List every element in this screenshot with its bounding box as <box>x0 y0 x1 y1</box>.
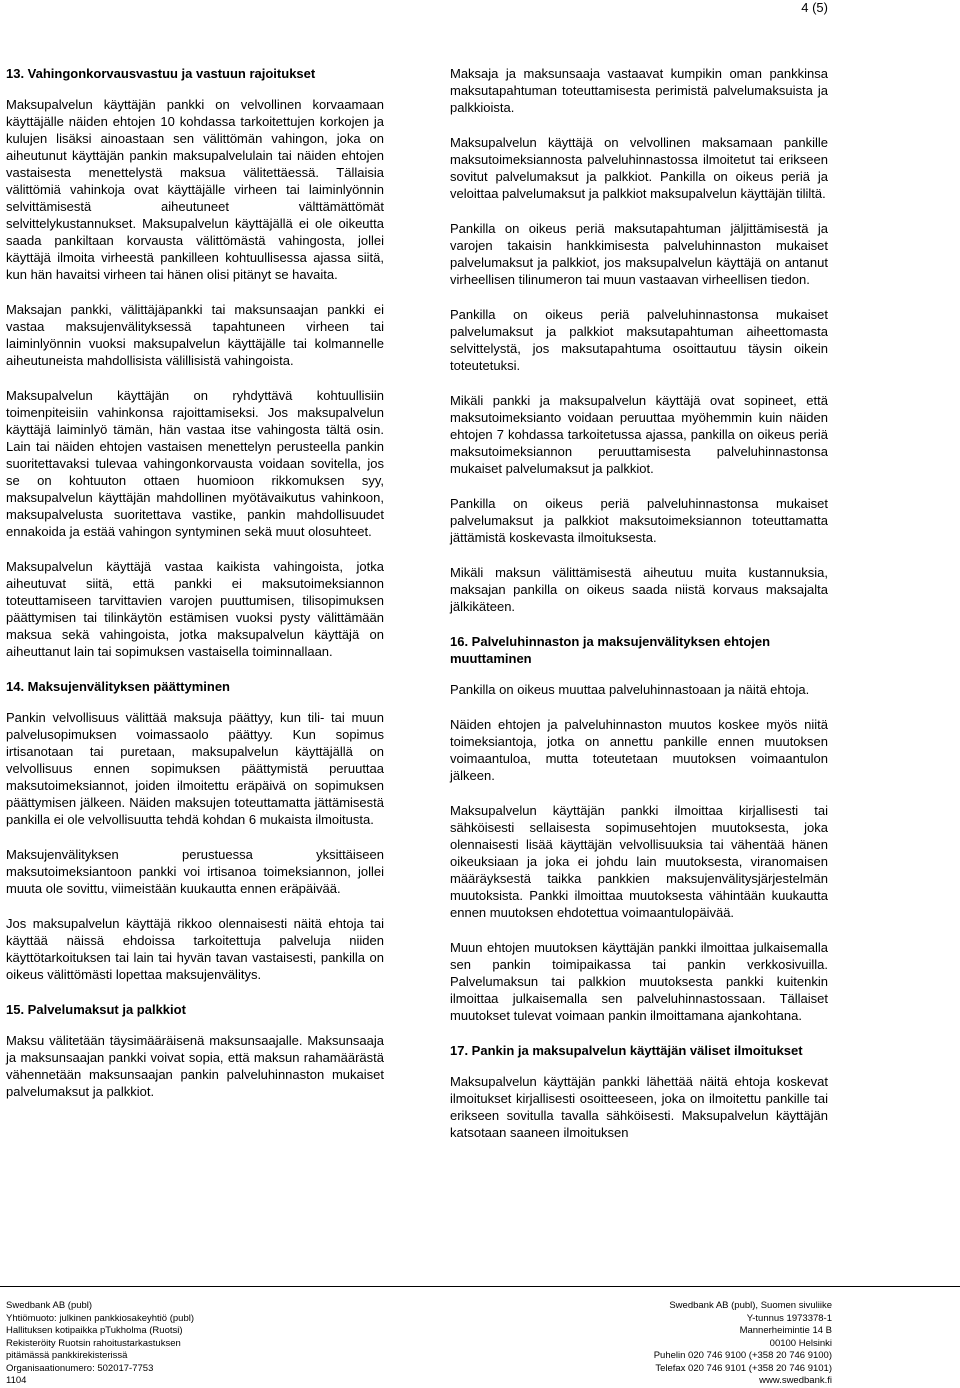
footer-left-block <box>6 1300 194 1388</box>
footer-right-line: Swedbank AB (publ), Suomen sivuliike <box>669 1300 832 1311</box>
right-paragraph: Pankilla on oikeus muuttaa palveluhinnastoaan ja näitä ehtoja. <box>450 682 810 697</box>
right-paragraph: Muun ehtojen muutoksen käyttäjän pankki ilmoittaa julkaisemalla sen pankin toimipaikassa tai pankin verkkosivuilla. Palvelumaksun tai palkkion muutoksesta pankki kuitenkin ilmoittaa julkaisemalla sen palveluhinnastossaan. Tällaiset muutokset tulevat voimaan pankin ilmoittamana ajankohtana. <box>450 940 828 1023</box>
left-paragraph: Jos maksupalvelun käyttäjä rikkoo olennaisesti näitä ehtoja tai käyttää näissä ehdoissa tarkoitettuja palveluja niiden käyttötarkoituksen tai lain tai hyvän tavan vastaisesti, pankilla on oikeus välittömästi lopettaa maksujenvälitys. <box>6 916 384 982</box>
left-paragraph: Maksupalvelun käyttäjän pankki on velvollinen korvaamaan käyttäjälle näiden ehtojen 10 kohdassa tarkoitettujen korkojen ja kulujen lisäksi ainoastaan sen välittömän vahingon, joka on aiheutunut käyttäjän pankin maksupalvelulain tai näiden ehtojen vastaisesta menettelystä maksua välitettäessä. Tällaisia välittömiä vahinkoja ovat käyttäjälle virheen tai laiminlyönnin selvittämisestä aiheutuneet välttämättömät selvittelykustannukset. Maksupalvelun käyttäjällä ei ole oikeutta saada pankiltaan korvausta välittömästä vahingosta, jollei käyttäjä ilmoita virheestä pankilleen kohtuullisessa ajassa siitä, kun hän havaitsi virheen tai hänen olisi pitänyt se havaita. <box>6 97 384 282</box>
footer-right-line: Y-tunnus 1973378-1 <box>746 1312 832 1324</box>
left-heading: 13. Vahingonkorvausvastuu ja vastuun rajoitukset <box>6 66 316 81</box>
right-heading: 17. Pankin ja maksupalvelun käyttäjän väliset ilmoitukset <box>450 1043 803 1058</box>
left-paragraph: Maksupalvelun käyttäjä vastaa kaikista vahingoista, jotka aiheutuvat siitä, että pankki ei maksutoimeksiannon toteuttamiseen tarvittavien varojen puuttumisen, tilisopimuksen päättymisen tai tilinkäytön estämisen vuoksi pysty välittämään maksua sekä vahingoista, jotka maksupalvelun käyttäjä on aiheuttanut lain tai sopimuksen vastaisella toiminnallaan. <box>6 559 384 659</box>
left-heading: 14. Maksujenvälityksen päättyminen <box>6 679 230 694</box>
right-paragraph: Maksaja ja maksunsaaja vastaavat kumpikin oman pankkinsa maksutapahtuman toteuttamisesta perimistä palvelumaksuista ja palkkioista. <box>450 66 828 115</box>
footer-left-line: Swedbank AB (publ) <box>6 1300 93 1311</box>
footer-right-line: www.swedbank.fi <box>759 1375 832 1386</box>
right-paragraph: Pankilla on oikeus periä maksutapahtuman jäljittämisestä ja varojen takaisin hankkimisesta palveluhinnaston mukaiset palvelumaksut ja palkkiot, jos maksupalvelun käyttäjä on antanut virheellisen tilinumeron tai muun vastaavan virheellisen tiedon. <box>450 221 828 287</box>
footer-right-block <box>654 1300 832 1388</box>
footer-left-line: Rekisteröity Ruotsin rahoitustarkastuksen <box>6 1337 181 1349</box>
left-paragraph: Pankin velvollisuus välittää maksuja päättyy, kun tili- tai muun palvelusopimuksen voimassaolo päättyy. Kun sopimus irtisanotaan tai puretaan, maksupalvelun käyttäjällä on velvollisuus ennen sopimuksen päättymistä peruuttaa maksutoimeksiannot, joiden ilmoitettu eräpäivä on sopimuksen päättymisen jälkeen. Näiden maksujen toteuttamatta jättämisestä pankilla ei ole velvollisuutta tehdä kohdan 6 mukaista ilmoitusta. <box>6 710 384 827</box>
left-column <box>6 65 384 1118</box>
footer-right-line: Mannerheimintie 14 B <box>739 1325 832 1336</box>
left-paragraph: Maksu välitetään täysimääräisenä maksunsaajalle. Maksunsaaja ja maksunsaajan pankki voivat sopia, että maksun rahamäärästä vähennetään maksunsaajan pankin palveluhinnaston mukaiset palvelumaksut ja palkkiot. <box>6 1033 384 1099</box>
page-number: 4 (5) <box>801 0 828 15</box>
right-paragraph: Maksupalvelun käyttäjä on velvollinen maksamaan pankille maksutoimeksiannosta palveluhinnastossa ilmoitetut tai erikseen sovitut palvelumaksut ja palkkiot. Pankilla on oikeus periä ja veloittaa palvelumaksut ja palkkiot maksupalvelun käyttäjän tililtä. <box>450 135 828 201</box>
footer-right-line: 00100 Helsinki <box>769 1337 832 1349</box>
footer-left-line: Organisaationumero: 502017-7753 <box>6 1362 154 1374</box>
right-paragraph: Näiden ehtojen ja palveluhinnaston muutos koskee myös niitä toimeksiantoja, jotka on annettu pankille ennen muutoksen voimaantuloa, mutta toteutetaan muutoksen voimaantulon jälkeen. <box>450 717 828 783</box>
footer-right-line: Telefax 020 746 9101 (+358 20 746 9101) <box>655 1362 832 1374</box>
right-paragraph: Maksupalvelun käyttäjän pankki lähettää näitä ehtoja koskevat ilmoitukset kirjallisesti osoitteeseen, joka on ilmoitettu pankille tai erikseen sovitulla tavalla sähköisesti. Maksupalvelun käyttäjän katsotaan saaneen ilmoituksen <box>450 1074 828 1140</box>
left-heading: 15. Palvelumaksut ja palkkiot <box>6 1002 186 1017</box>
footer-divider <box>0 1286 960 1287</box>
footer-right-line: Puhelin 020 746 9100 (+358 20 746 9100) <box>653 1350 832 1361</box>
footer-left-line: 1104 <box>6 1375 27 1386</box>
right-paragraph: Pankilla on oikeus periä palveluhinnastonsa mukaiset palvelumaksut ja palkkiot maksutoimeksiannon toteuttamatta jättämistä koskevasta ilmoituksesta. <box>450 496 828 545</box>
footer-left-line: Hallituksen kotipaikka pTukholma (Ruotsi) <box>6 1325 183 1336</box>
right-paragraph: Mikäli pankki ja maksupalvelun käyttäjä ovat sopineet, että maksutoimeksianto voidaan peruuttaa myöhemmin kuin näiden ehtojen 7 kohdassa tarkoitetussa ajassa, pankilla on oikeus periä maksutoimeksiannon peruuttamisesta palveluhinnastonsa mukaiset palvelumaksut ja palkkiot. <box>450 393 828 476</box>
right-paragraph: Maksupalvelun käyttäjän pankki ilmoittaa kirjallisesti tai sähköisesti sellaisesta sopimusehtojen muutoksesta, joka olennaisesti lisää käyttäjän velvollisuuksia tai vähentää hänen oikeuksiaan ja joka ei johdu lain muutoksesta, viranomaisen määräyksestä taikka pankkien maksujenvälitysjärjestelmän muutoksista. Pankki ilmoittaa muutoksesta vähintään kuukautta ennen muutoksen ehdotettua voimaantulopäivää. <box>450 803 828 920</box>
right-column <box>450 65 828 1159</box>
right-paragraph: Mikäli maksun välittämisestä aiheutuu muita kustannuksia, maksajan pankilla on oikeus saada niistä korvaus maksajalta jälkikäteen. <box>450 565 828 614</box>
right-paragraph: Pankilla on oikeus periä palveluhinnastonsa mukaiset palvelumaksut ja palkkiot maksutapahtuman aiheettomasta selvittelystä, jos maksutapahtuma osoittautuu täysin oikein toteutetuksi. <box>450 307 828 373</box>
footer-left-line: Yhtiömuoto: julkinen pankkiosakeyhtiö (publ) <box>6 1312 194 1324</box>
left-paragraph: Maksupalvelun käyttäjän on ryhdyttävä kohtuullisiin toimenpiteisiin vahinkonsa rajoittamiseksi. Jos maksupalvelun käyttäjä laiminlyö tämän, hän vastaa itse vahingosta tältä osin. Lain tai näiden ehtojen vastaisen menettelyn perusteella pankin suoritettavaksi tulevaa vahingonkorvausta voidaan sovitella, jos se on kohtuuton ottaen huomioon rikkomuksen syy, maksupalvelun käyttäjän mahdollinen myötävaikutus vahinkoon, maksupalvelusta suoritettava vastike, pankin mahdollisuudet ennakoida ja estää vahingon syntyminen sekä muut olosuhteet. <box>6 388 384 539</box>
footer-left-line: pitämässä pankkirekisterissä <box>6 1350 128 1361</box>
left-paragraph: Maksujenvälityksen perustuessa yksittäiseen maksutoimeksiantoon pankki voi irtisanoa toimeksiannon, jollei muuta ole sovittu, viimeistään kuukautta ennen eräpäivää. <box>6 847 384 896</box>
right-heading: 16. Palveluhinnaston ja maksujenvälityksen ehtojen muuttaminen <box>450 634 771 666</box>
left-paragraph: Maksajan pankki, välittäjäpankki tai maksunsaajan pankki ei vastaa maksujenvälityksessä tapahtuneen virheen tai laiminlyönnin vuoksi maksupalvelun käyttäjälle tai kolmannelle aiheutuneista mahdollisista välillisistä vahingoista. <box>6 302 384 368</box>
